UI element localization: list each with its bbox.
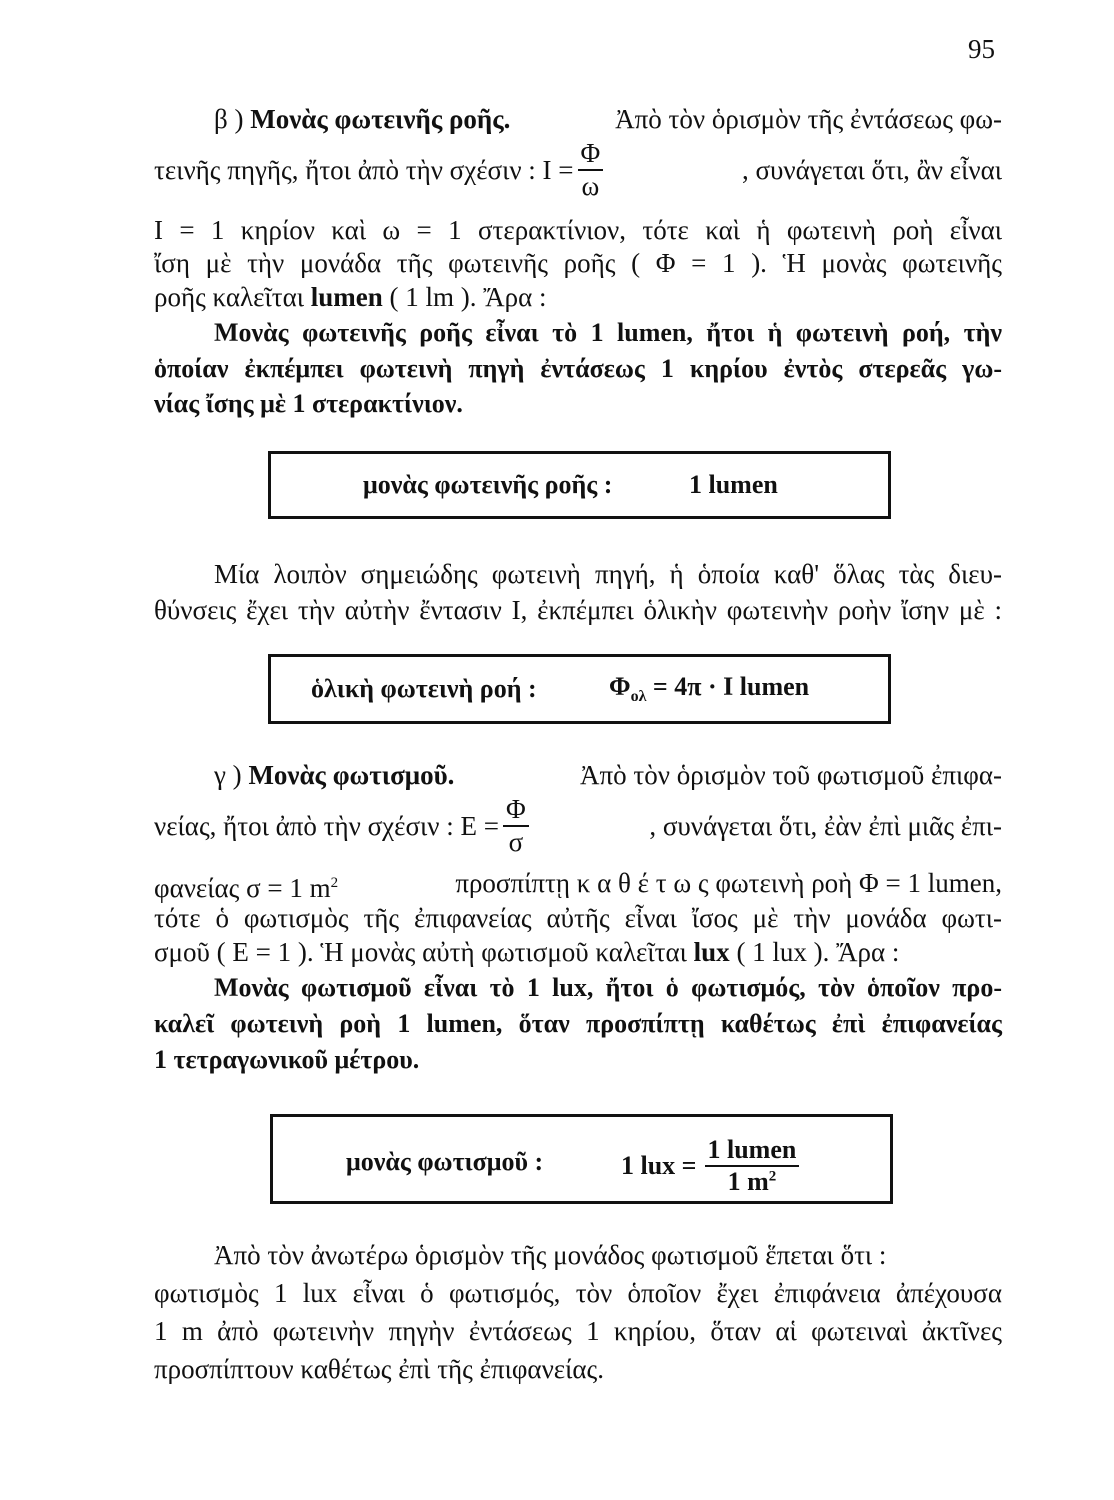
section-c-line5-c: ( 1 lux ). Ἄρα : [736,937,900,967]
fraction-numerator: Φ [505,794,526,824]
section-b-line5-a: ροῆς καλεῖται [154,282,305,312]
section-b-definition-line2: ὁποίαν ἐκπέμπει φωτεινὴ πηγὴ ἐντάσεως 1 κηρίου ἐντὸς στερεᾶς γω- [154,354,1002,383]
section-c-prefix: γ ) [214,760,242,790]
section-b-formula-post: , συνάγεται ὅτι, ἂν εἶναι [741,155,1002,185]
denominator-exponent: 2 [768,1168,777,1185]
denominator-unit: 1 m [727,1167,769,1196]
section-c-formula-post: , συνάγεται ὅτι, ἐὰν ἐπὶ μιᾶς ἐπι- [649,811,1002,841]
section-c-line5-a: σμοῦ ( Ε = 1 ). Ἡ μονὰς αὐτὴ φωτισμοῦ καλεῖται [154,937,687,967]
fraction-lumen-over-m2 [705,1137,800,1195]
section-b-line3: Ι = 1 κηρίον καὶ ω = 1 στερακτίνιον, τότε καὶ ἡ φωτεινὴ ροὴ εἶναι [154,215,1002,245]
fraction-denominator [705,1165,800,1195]
section-b-heading: Μονὰς φωτεινῆς ροῆς. [250,104,511,134]
section-b-definition-line3: νίας ἴσης μὲ 1 στερακτίνιον. [154,389,463,418]
closing-line2: φωτισμὸς 1 lux εἶναι ὁ φωτισμός, τὸν ὁποῖον ἔχει ἐπιφάνεια ἀπέχουσα [154,1278,1002,1308]
section-c-line4: τότε ὁ φωτισμὸς τῆς ἐπιφανείας αὐτῆς εἶναι ἴσος μὲ τὴν μονάδα φωτι- [154,903,1002,933]
total-flux-box [268,654,891,724]
lux-unit-box [270,1114,893,1204]
section-c-line3-sup: 2 [330,875,339,891]
section-c-line3-a: φανείας σ = 1 m [154,873,331,903]
fraction-numerator: 1 lumen [707,1135,797,1164]
closing-line1-text: Ἀπὸ τὸν ἀνωτέρω ὁρισμὸν τῆς μονάδος φωτισμοῦ ἕπεται ὅτι : [214,1240,887,1270]
point-source-line1: Μία λοιπὸν σημειώδης φωτεινὴ πηγή, ἡ ὁποία καθ' ὅλας τὰς διευ- [214,559,1002,589]
page-number: 95 [968,34,995,64]
fraction-phi-over-sigma [503,796,529,856]
section-c-definition-line1: Μονὰς φωτισμοῦ εἶναι τὸ 1 lux, ἤτοι ὁ φωτισμός, τὸν ὁποῖον προ- [214,973,1002,1002]
lux-term: lux [693,937,730,967]
lumen-term: lumen [310,282,383,312]
section-b-line1-text: Ἀπὸ τὸν ὁρισμὸν τῆς ἐντάσεως φω- [615,104,1002,134]
section-c-heading-line [154,758,1002,792]
lux-unit-label: μονὰς φωτισμοῦ : [346,1147,544,1176]
closing-line4: προσπίπτουν καθέτως ἐπὶ τῆς ἐπιφανείας. [154,1354,604,1384]
section-c-heading: Μονὰς φωτισμοῦ. [248,760,455,790]
lux-unit-formula [621,1137,803,1195]
lumen-unit-label: μονὰς φωτεινῆς ροῆς : [363,470,613,499]
section-c-definition-line3: 1 τετραγωνικοῦ μέτρου. [154,1045,420,1074]
total-flux-label: ὁλικὴ φωτεινὴ ροή : [311,674,537,703]
total-flux-value: = 4π · Ι lumen [652,671,810,701]
fraction-denominator: ω [578,169,604,200]
section-b-heading-line [154,102,1002,136]
section-c-formula-pre: νείας, ἤτοι ἀπὸ τὴν σχέσιν : Ε = [154,811,499,841]
fraction-phi-over-omega [578,140,604,200]
section-b-definition-line1: Μονὰς φωτεινῆς ροῆς εἶναι τὸ 1 lumen, ἤτοι ἡ φωτεινὴ ροή, τὴν [214,318,1002,347]
section-c-line1-text: Ἀπὸ τὸν ὁρισμὸν τοῦ φωτισμοῦ ἐπιφα- [580,760,1002,790]
flux-subscript: ολ [630,688,647,706]
flux-symbol: Φ [609,671,631,701]
section-b-line5-c: ( 1 lm ). Ἄρα : [389,282,547,312]
point-source-line2: θύνσεις ἔχει τὴν αὐτὴν ἔντασιν Ι, ἐκπέμπει ὁλικὴν φωτεινὴν ροὴν ἴσην μὲ : [154,595,1002,625]
lumen-unit-value: 1 lumen [689,470,778,499]
lumen-unit-box [268,451,891,519]
fraction-denominator: σ [503,825,529,856]
total-flux-formula [609,672,809,706]
section-b-prefix: β ) [214,104,244,134]
section-b-formula-line [154,140,1002,200]
closing-line3: 1 m ἀπὸ φωτεινὴν πηγὴν ἐντάσεως 1 κηρίου, ὅταν αἱ φωτειναὶ ἀκτῖνες [154,1316,1002,1346]
closing-line1 [154,1238,1002,1272]
section-b-line5 [154,280,1002,314]
section-c-line3 [154,866,1002,905]
lux-lhs: 1 lux = [621,1151,697,1180]
section-c-definition-line2: καλεῖ φωτεινὴ ροὴ 1 lumen, ὅταν προσπίπτῃ καθέτως ἐπὶ ἐπιφανείας [154,1009,1002,1038]
section-b-line4: ἴση μὲ τὴν μονάδα τῆς φωτεινῆς ροῆς ( Φ = 1 ). Ἡ μονὰς φωτεινῆς [154,248,1002,278]
section-c-line3-b: προσπίπτῃ κ α θ έ τ ω ς φωτεινὴ ροὴ Φ = 1 lumen, [455,868,1002,898]
section-c-line5 [154,935,1002,969]
section-c-formula-line [154,796,1002,856]
section-b-formula-pre: τεινῆς πηγῆς, ἤτοι ἀπὸ τὴν σχέσιν : Ι = [154,155,574,185]
fraction-numerator: Φ [580,138,601,168]
